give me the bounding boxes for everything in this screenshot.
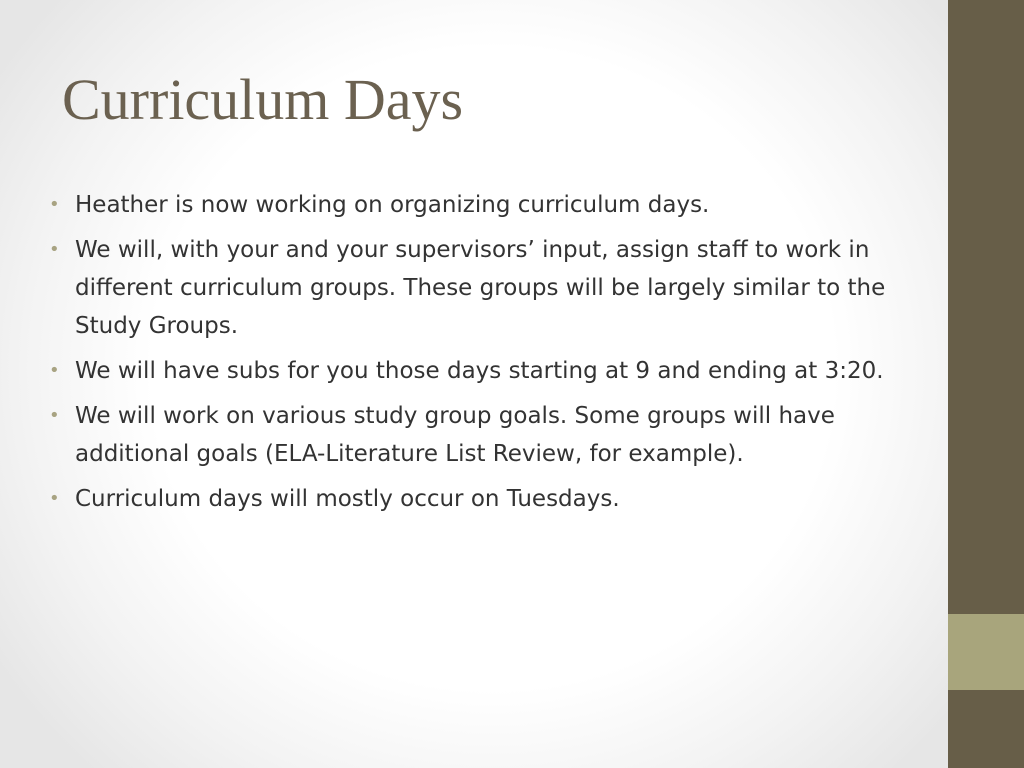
bullet-point-icon: • (49, 239, 60, 260)
sidebar-band-top (948, 0, 1024, 614)
bullet-text: Heather is now working on organizing curriculum days. (75, 192, 710, 218)
bullet-text: We will have subs for you those days starting at 9 and ending at 3:20. (75, 358, 884, 384)
bullet-item (46, 397, 906, 473)
bullet-text: We will, with your and your supervisors’ input, assign staff to work in different curriculum groups. These groups will be largely similar to the Study Groups. (75, 237, 886, 339)
bullet-point-icon: • (49, 194, 60, 215)
sidebar-band-bottom (948, 690, 1024, 768)
bullet-text: Curriculum days will mostly occur on Tuesdays. (75, 486, 620, 512)
decorative-sidebar (948, 0, 1024, 768)
bullet-item (46, 231, 906, 345)
sidebar-band-accent (948, 614, 1024, 690)
bullet-list (46, 186, 906, 525)
bullet-point-icon: • (49, 488, 60, 509)
bullet-point-icon: • (49, 405, 60, 426)
bullet-text: We will work on various study group goals. Some groups will have additional goals (ELA-Literature List Review, for example). (75, 403, 835, 467)
bullet-item (46, 186, 906, 224)
bullet-point-icon: • (49, 360, 60, 381)
bullet-item (46, 352, 906, 390)
slide-title: Curriculum Days (62, 67, 464, 132)
bullet-item (46, 480, 906, 518)
